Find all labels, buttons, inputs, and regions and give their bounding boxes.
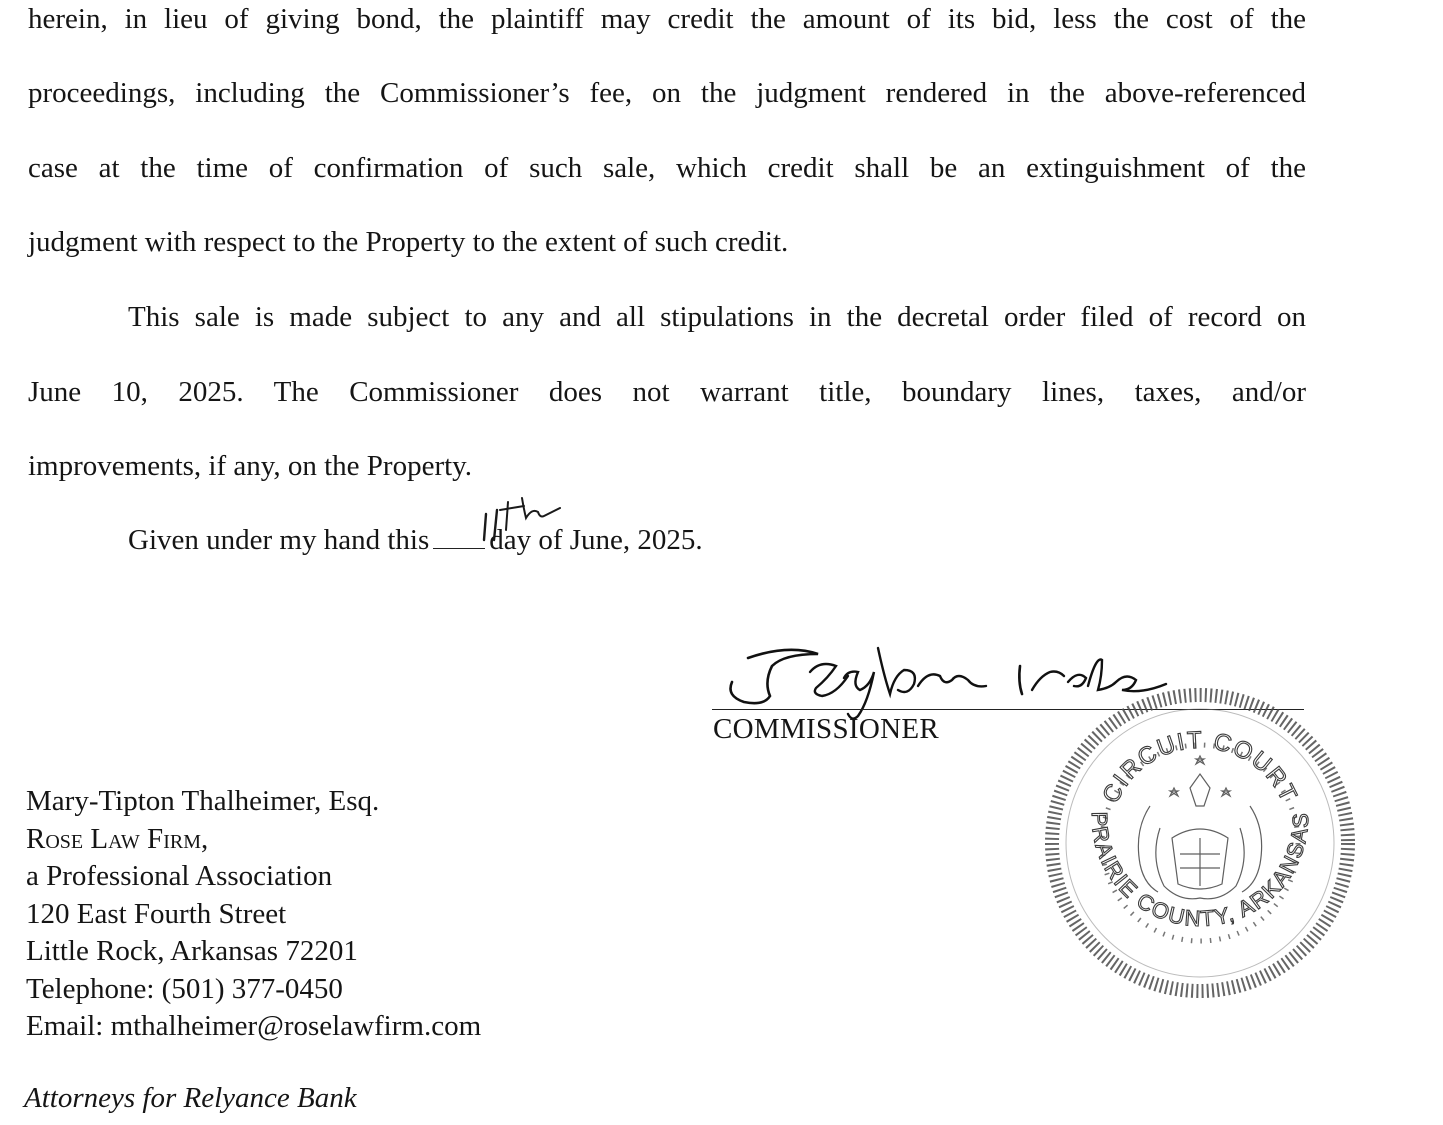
paragraph-1-line-4: judgment with respect to the Property to the extent of such credit. [28,226,789,258]
given-suffix: day of June, 2025. [489,524,703,556]
svg-text:CIRCUIT COURT [1097,727,1303,808]
firm-association: a Professional Association [26,860,333,892]
circuit-court-seal [1040,688,1360,998]
attorney-name: Mary-Tipton Thalheimer, Esq. [26,785,380,817]
email: Email: mthalheimer@roselawfirm.com [26,1010,482,1042]
paragraph-1-line-1: herein, in lieu of giving bond, the plaintiff may credit the amount of its bid, less the cost of the [28,3,1306,35]
given-under-hand-line [128,523,703,557]
handwritten-day-mark [478,496,568,546]
paragraph-1-line-3: case at the time of confirmation of such sale, which credit shall be an extinguishment of the [28,152,1306,184]
commissioner-title: COMMISSIONER [713,713,939,745]
paragraph-2-line-1: This sale is made subject to any and all stipulations in the decretal order filed of record on [128,301,1306,333]
paragraph-1-line-2: proceedings, including the Commissioner’s fee, on the judgment rendered in the above-referenced [28,77,1306,109]
given-prefix: Given under my hand this [128,524,430,556]
seal-bottom-text: PRAIRIE COUNTY, ARKANSAS [1086,811,1314,932]
seal-top-text: CIRCUIT COURT [1097,726,1303,808]
paragraph-2-line-2: June 10, 2025. The Commissioner does not warrant title, boundary lines, taxes, and/or [28,376,1306,408]
attorneys-for: Attorneys for Relyance Bank [24,1082,357,1114]
attorney-address-block [26,783,481,1046]
street-address: 120 East Fourth Street [26,897,287,930]
telephone: Telephone: (501) 377-0450 [26,972,343,1005]
city-state-zip: Little Rock, Arkansas 72201 [26,935,358,967]
paragraph-2-line-3: improvements, if any, on the Property. [28,450,473,482]
law-firm-name: Rose Law Firm, [26,822,209,855]
